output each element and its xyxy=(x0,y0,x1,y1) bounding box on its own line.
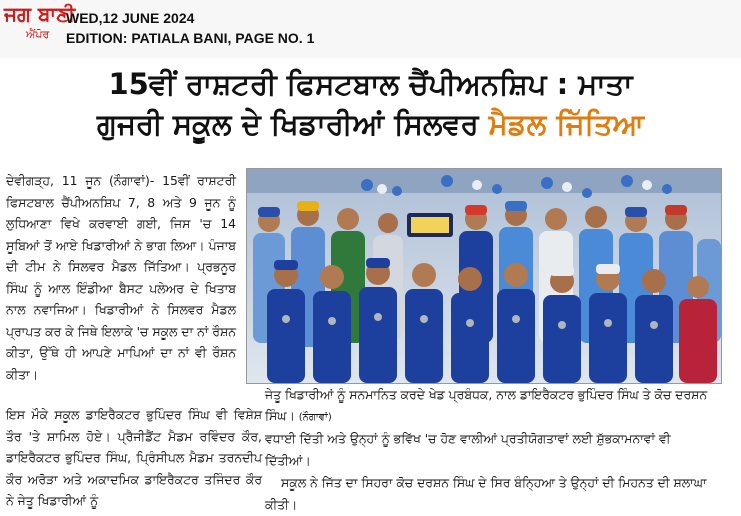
logo-subtext: ਐਂਪੋਰ xyxy=(26,28,50,41)
team-photo-illustration xyxy=(247,169,721,383)
headline-line2 xyxy=(0,104,741,144)
edition-info xyxy=(66,8,314,48)
headline-line2-text: ਗੁਜਰੀ ਸਕੂਲ ਦੇ ਖਿਡਾਰੀਆਂ ਸਿਲਵਰ xyxy=(96,107,489,141)
article-column-2 xyxy=(265,428,717,516)
newspaper-header xyxy=(0,0,741,58)
article-paragraph-1: ਦੇਵੀਗੜ੍ਹ, 11 ਜੂਨ (ਨੌਗਾਵਾਂ)- 15ਵੀਂ ਰਾਸ਼ਟਰੀ ਫਿਸਟਬਾਲ ਚੈਂਪੀਅਨਸ਼ਿਪ 7, 8 ਅਤੇ 9 ਜੂਨ ਨੂੰ ਲੁਧਿਆਣਾ ਵਿਖੇ ਕਰਵਾਈ ਗਈ, ਜਿਸ 'ਚ 14 ਸੂਬਿਆਂ ਤੋਂ ਆਏ ਖਿਡਾਰੀਆਂ ਨੇ ਭਾਗ ਲਿਆ। ਪੰਜਾਬ ਦੀ ਟੀਮ ਨੇ ਸਿਲਵਰ ਮੈਡਲ ਜਿੱਤਿਆ। ਪ੍ਰਭਨੂਰ ਸਿੰਘ ਨੂੰ ਆਲ ਇੰਡੀਆ ਬੈਸਟ ਪਲੇਅਰ ਦੇ ਖਿਤਾਬ ਨਾਲ ਨਵਾਜਿਆ। ਖਿਡਾਰੀਆਂ ਨੇ ਸਿਲਵਰ ਮੈਡਲ ਪ੍ਰਾਪਤ ਕਰ ਕੇ ਜਿਥੇ ਇਲਾਕੇ 'ਚ ਸਕੂਲ ਦਾ ਨਾਂ ਰੌਸ਼ਨ ਕੀਤਾ, ਉੱਥੇ ਹੀ ਆਪਣੇ ਮਾਪਿਆਂ ਦਾ ਨਾਂ ਵੀ ਰੌਸ਼ਨ ਕੀਤਾ। xyxy=(6,173,236,382)
article-paragraph-3: ਸਕੂਲ ਨੇ ਜਿੱਤ ਦਾ ਸਿਹਰਾ ਕੋਚ ਦਰਸ਼ਨ ਸਿੰਘ ਦੇ ਸਿਰ ਬੰਨ੍ਹਿਆ ਤੇ ਉਨ੍ਹਾਂ ਦੀ ਮਿਹਨਤ ਦੀ ਸ਼ਲਾਘਾ ਕੀਤੀ। xyxy=(265,475,707,512)
article-paragraph-2: ਇਸ ਮੌਕੇ ਸਕੂਲ ਡਾਇਰੈਕਟਰ ਭੁਪਿੰਦਰ ਸਿੰਘ ਵੀ ਵਿਸ਼ੇਸ਼ ਤੌਰ 'ਤੇ ਸ਼ਾਮਿਲ ਹੋਏ। ਪ੍ਰੈਜੀਡੈਂਟ ਮੈਡਮ ਰਵਿੰਦਰ ਕੌਰ, ਡਾਇਰੈਕਟਰ ਭੁਪਿੰਦਰ ਸਿੰਘ, ਪ੍ਰਿੰਸੀਪਲ ਮੈਡਮ ਤਰਨਦੀਪ ਕੌਰ ਅਰੋੜਾ ਅਤੇ ਅਕਾਦਮਿਕ ਡਾਇਰੈਕਟਰ ਤਜਿੰਦਰ ਕੌਰ ਨੇ ਜੇਤੂ ਖਿਡਾਰੀਆਂ ਨੂੰ xyxy=(6,407,262,508)
team-photo xyxy=(246,168,722,384)
photo-caption-text: ਜੇਤੂ ਖਿਡਾਰੀਆਂ ਨੂੰ ਸਨਮਾਨਿਤ ਕਰਦੇ ਖੇਡ ਪ੍ਰਬੰਧਕ, ਨਾਲ ਡਾਇਰੈਕਟਰ ਭੁਪਿੰਦਰ ਸਿੰਘ ਤੇ ਕੋਚ ਦਰਸ਼ਨ ਸਿੰਘ। xyxy=(265,387,708,423)
publication-date: WED,12 JUNE 2024 xyxy=(66,10,195,26)
newspaper-logo xyxy=(4,2,76,50)
headline-highlight: ਮੈਡਲ ਜਿੱਤਿਆ xyxy=(488,107,645,141)
article-headline xyxy=(0,64,741,144)
edition-label: EDITION: PATIALA BANI, PAGE NO. 1 xyxy=(66,30,315,46)
logo-text: ਜਗ ਬਾਣੀ xyxy=(4,2,76,26)
photo-credit: (ਨੌਗਾਵਾਂ) xyxy=(298,412,332,423)
headline-line1: 15ਵੀਂ ਰਾਸ਼ਟਰੀ ਫਿਸਟਬਾਲ ਚੈਂਪੀਅਨਸ਼ਿਪ : ਮਾਤਾ xyxy=(108,67,633,101)
photo-caption xyxy=(265,384,717,428)
article-paragraph-2-continued: ਵਧਾਈ ਦਿੱਤੀ ਅਤੇ ਉਨ੍ਹਾਂ ਨੂੰ ਭਵਿੱਖ 'ਚ ਹੋਣ ਵਾਲੀਆਂ ਪ੍ਰਤੀਯੋਗਤਾਵਾਂ ਲਈ ਸ਼ੁੱਭਕਾਮਨਾਵਾਂ ਵੀ ਦਿੱਤੀਆਂ। xyxy=(265,431,671,468)
